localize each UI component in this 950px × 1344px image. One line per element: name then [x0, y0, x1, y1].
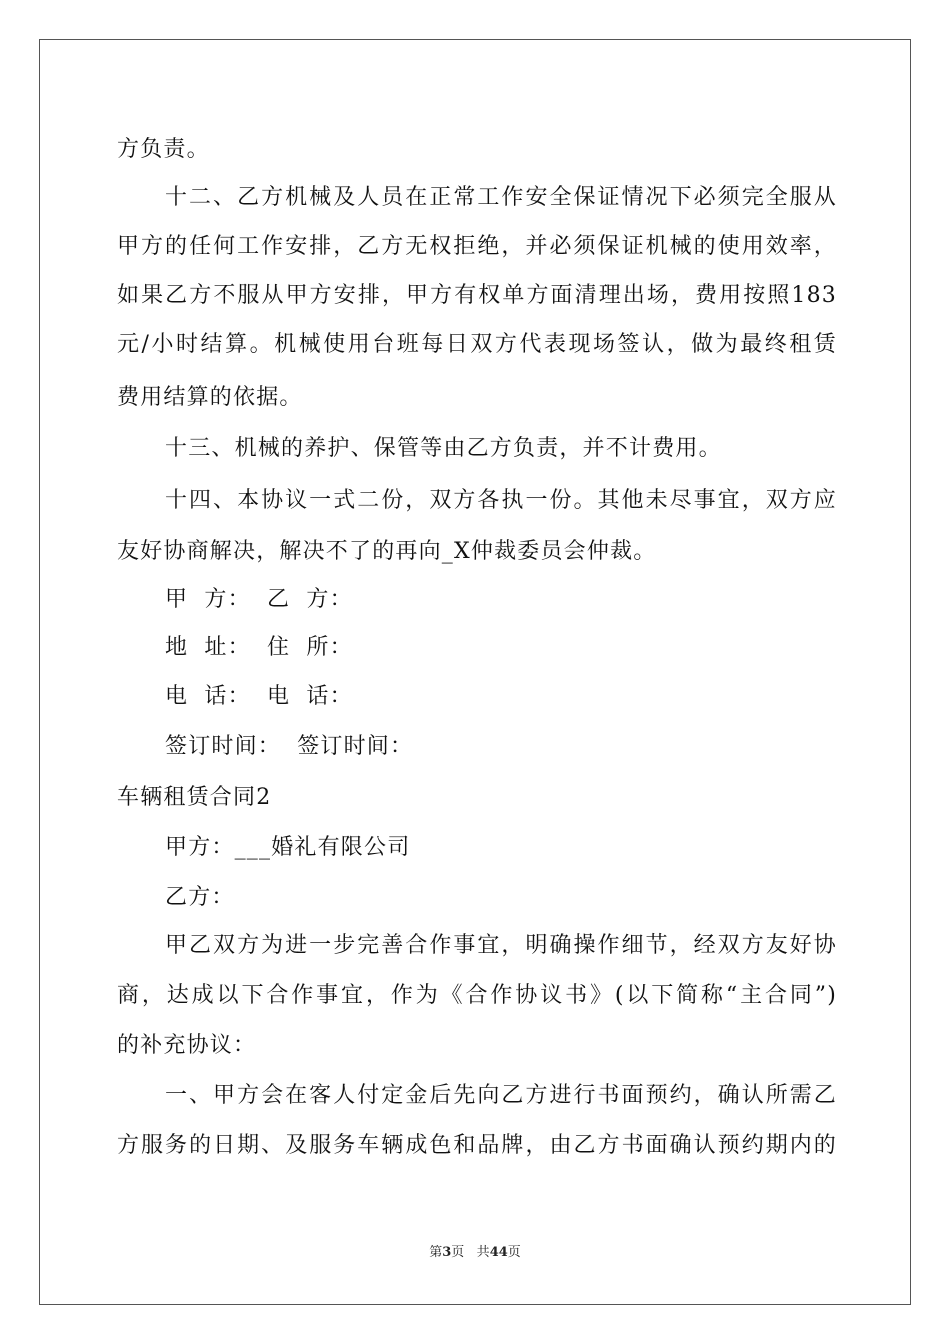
total-prefix: 共	[476, 1245, 490, 1260]
page-footer	[0, 1244, 950, 1262]
page-number: 3	[442, 1245, 452, 1260]
page-suffix: 页	[451, 1245, 465, 1260]
text-line: 签订时间： 签订时间：	[165, 734, 414, 759]
text-line: 友好协商解决，解决不了的再向_X仲裁委员会仲裁。	[117, 539, 657, 564]
text-line: 商，达成以下合作事宜，作为《合作协议书》(以下简称“主合同”)	[117, 983, 837, 1008]
text-line: 地 址： 住 所：	[165, 635, 353, 660]
text-line: 甲 方： 乙 方：	[165, 587, 353, 612]
total-pages: 44	[489, 1245, 508, 1260]
text-line: 十三、机械的养护、保管等由乙方负责，并不计费用。	[165, 436, 722, 461]
text-line: 十四、本协议一式二份，双方各执一份。其他未尽事宜，双方应	[165, 488, 837, 513]
text-line: 费用结算的依据。	[117, 385, 303, 410]
section-title: 车辆租赁合同2	[117, 785, 272, 810]
text-line: 甲方：___婚礼有限公司	[165, 835, 411, 860]
text-line: 一、甲方会在客人付定金后先向乙方进行书面预约，确认所需乙	[165, 1083, 837, 1108]
text-line: 电 话： 电 话：	[165, 684, 353, 709]
text-line: 方负责。	[117, 137, 210, 162]
text-line: 元/小时结算。机械使用台班每日双方代表现场签认，做为最终租赁	[117, 332, 837, 357]
page-border	[39, 39, 911, 1305]
text-line: 方服务的日期、及服务车辆成色和品牌，由乙方书面确认预约期内的	[117, 1133, 837, 1158]
text-line: 十二、乙方机械及人员在正常工作安全保证情况下必须完全服从	[165, 185, 837, 210]
text-line: 甲方的任何工作安排，乙方无权拒绝，并必须保证机械的使用效率，	[117, 234, 837, 259]
text-line: 乙方：	[165, 885, 235, 910]
page-prefix: 第	[429, 1245, 443, 1260]
text-line: 的补充协议：	[117, 1033, 257, 1058]
text-line: 如果乙方不服从甲方安排，甲方有权单方面清理出场，费用按照183	[117, 283, 837, 308]
text-line: 甲乙双方为进一步完善合作事宜，明确操作细节，经双方友好协	[165, 933, 837, 958]
total-suffix: 页	[507, 1245, 521, 1260]
